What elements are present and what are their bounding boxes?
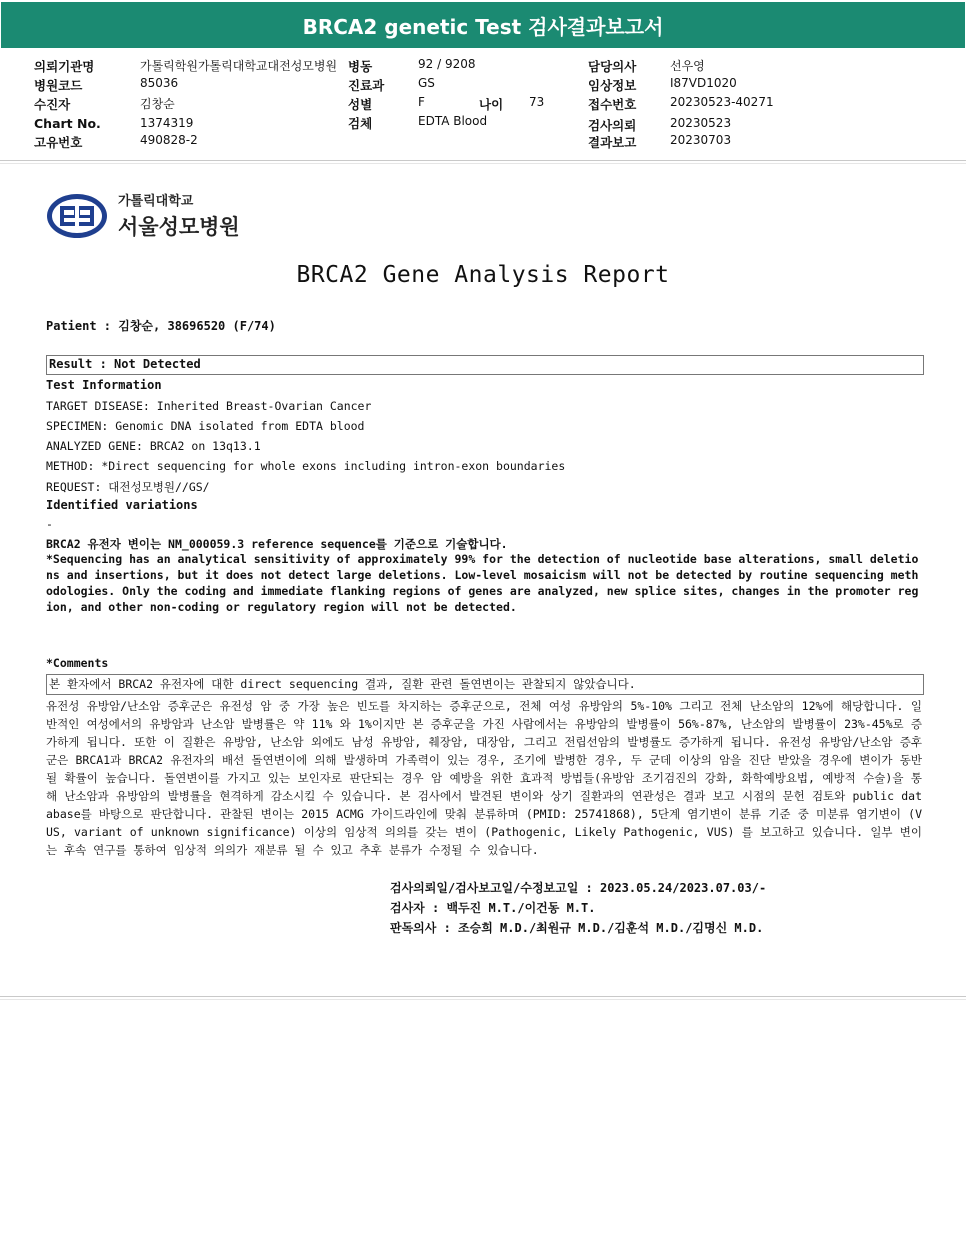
request-info: REQUEST: 대전성모병원//GS/ xyxy=(46,480,210,494)
report-date-label: 결과보고 xyxy=(588,135,637,150)
report-title-bar xyxy=(1,2,965,48)
comment-body: 유전성 유방암/난소암 증후군은 유전성 암 중 가장 높은 빈도를 차지하는 증후군으로, 전체 여성 유방암의 5%-10% 그리고 전체 난소암의 12%에 해당합니다. 일반적인 여성에서의 유방암과 난소암 발병률은 약 11% 와 1%이지만 본 증후군을 가진 사람에서는 유방암의 발병률이 56%-87%, 난소암의 발병률이 23%-45%로 증가하게 됩니다. 또한 이 질환은 유방암, 난소암 외에도 남성 유방암, 췌장암, 대장암, 그리고 전립선암의 발병률도 증가하게 됩니다. 유전성 유방암/난소암 증후군은 BRCA1과 BRCA2 유전자의 배선 돌연변이에 의해 발생하며 가족력이 있는 경우, 조기에 발병한 경우, 두 군데 이상의 암을 진단 받았을 경우에 변이가 동반될 확률이 높습니다. 돌연변이를 가지고 있는 보인자로 판단되는 경우 암 예방을 위한 효과적 방법들(유방암 조기검진의 강화, 화학예방요법, 예방적 수술)을 통해 난소암과 유방암의 발병률을 현격하게 감소시킬 수 있습니다. 본 검사에서 발견된 변이와 상기 질환과의 연관성은 결과 보고 시점의 문헌 검토와 public database를 바탕으로 판단합니다. 관찰된 변이는 2015 ACMG 가이드라인에 맞춰 분류하며 (PMID: 25741868), 5단계 염기변이 분류 기준 중 미분류 염기변이 (VUS, variant of unknown significance) 이상의 임상적 의의를 갖는 변이 (Pathogenic, Likely Pathogenic, VUS) 를 보고하고 있습니다. 일부 변이는 후속 연구를 통하여 임상적 의의가 재분류 될 수 있고 추후 분류가 수정될 수 있습니다. xyxy=(46,699,922,857)
method-info: METHOD: *Direct sequencing for whole exons including intron-exon boundaries xyxy=(46,459,566,473)
comment-box xyxy=(46,674,924,695)
analysis-report-title: BRCA2 Gene Analysis Report xyxy=(296,262,670,288)
tester-line: 검사자 : 백두진 M.T./이건동 M.T. xyxy=(390,901,596,915)
request-date-value: 20230523 xyxy=(670,116,732,130)
chart-label: Chart No. xyxy=(34,116,101,131)
dates-line: 검사의뢰일/검사보고일/수정보고일 : 2023.05.24/2023.07.03/- xyxy=(390,881,767,895)
institution-value: 가톨릭학원가톨릭대학교대전성모병원 xyxy=(140,59,338,73)
report-title: BRCA2 genetic Test 검사결과보고서 xyxy=(302,14,664,39)
hospital-emblem-icon xyxy=(46,193,108,239)
result-box xyxy=(46,355,924,375)
doctor-value: 선우영 xyxy=(670,59,705,73)
reference-line: BRCA2 유전자 변이는 NM_000059.3 reference sequence를 기준으로 기술합니다. xyxy=(46,537,508,551)
dept-value: GS xyxy=(418,76,435,90)
logo-hospital: 서울성모병원 xyxy=(118,215,240,239)
sequencing-note: *Sequencing has an analytical sensitivity of approximately 99% for the detection of nucleotide base alterations, small deletions and insertions, but it does not detect large deletions. Low-level mosaicism will not be detected by routine sequencing methodologies. Only the coding and immediate flanking regions of genes are analyzed, new splice sites, changes in the promoter region, and other non-coding or regulatory region will not be detected. xyxy=(46,552,919,614)
analyzed-gene: ANALYZED GENE: BRCA2 on 13q13.1 xyxy=(46,439,261,453)
institution-label: 의뢰기관명 xyxy=(34,59,95,74)
age-value: 73 xyxy=(529,95,545,109)
patient-line: Patient : 김창순, 38696520 (F/74) xyxy=(46,319,276,333)
identified-heading: Identified variations xyxy=(46,498,198,512)
age-label: 나이 xyxy=(479,97,504,112)
comment-summary: 본 환자에서 BRCA2 유전자에 대한 direct sequencing 결과, 질환 관련 돌연변이는 관찰되지 않았습니다. xyxy=(49,677,636,691)
unique-value: 490828-2 xyxy=(140,133,198,147)
dept-label: 진료과 xyxy=(348,78,385,93)
logo-university: 가톨릭대학교 xyxy=(118,194,194,209)
doctor-label: 담당의사 xyxy=(588,59,637,74)
receipt-label: 접수번호 xyxy=(588,97,637,112)
test-info-heading: Test Information xyxy=(46,378,162,392)
report-body xyxy=(0,164,966,990)
target-disease: TARGET DISEASE: Inherited Breast-Ovarian Cancer xyxy=(46,399,372,413)
comments-heading: *Comments xyxy=(46,656,109,670)
footer-divider xyxy=(0,996,966,1000)
doctors-line: 판독의사 : 조승희 M.D./최원규 M.D./김훈석 M.D./김명신 M.D. xyxy=(390,921,764,935)
chart-value: 1374319 xyxy=(140,116,194,130)
specimen-value: EDTA Blood xyxy=(418,114,488,128)
sex-value: F xyxy=(418,95,425,109)
clinical-value: I87VD1020 xyxy=(670,76,737,90)
result-text: Result : Not Detected xyxy=(49,357,201,371)
unique-label: 고유번호 xyxy=(34,135,83,150)
identified-value: - xyxy=(46,517,53,531)
hospital-code-value: 85036 xyxy=(140,76,179,90)
specimen-label: 검체 xyxy=(348,116,373,131)
hospital-code-label: 병원코드 xyxy=(34,78,83,93)
patient-info-section xyxy=(0,48,966,156)
clinical-label: 임상정보 xyxy=(588,78,637,93)
patient-label: 수진자 xyxy=(34,97,71,112)
report-date-value: 20230703 xyxy=(670,133,732,147)
sex-label: 성별 xyxy=(348,97,373,112)
receipt-value: 20230523-40271 xyxy=(670,95,774,109)
request-date-label: 검사의뢰 xyxy=(588,118,637,133)
ward-value: 92 / 9208 xyxy=(418,57,476,71)
ward-label: 병동 xyxy=(348,59,373,74)
hospital-logo xyxy=(46,190,240,241)
specimen-info: SPECIMEN: Genomic DNA isolated from EDTA blood xyxy=(46,419,365,433)
patient-value: 김창순 xyxy=(140,97,175,111)
